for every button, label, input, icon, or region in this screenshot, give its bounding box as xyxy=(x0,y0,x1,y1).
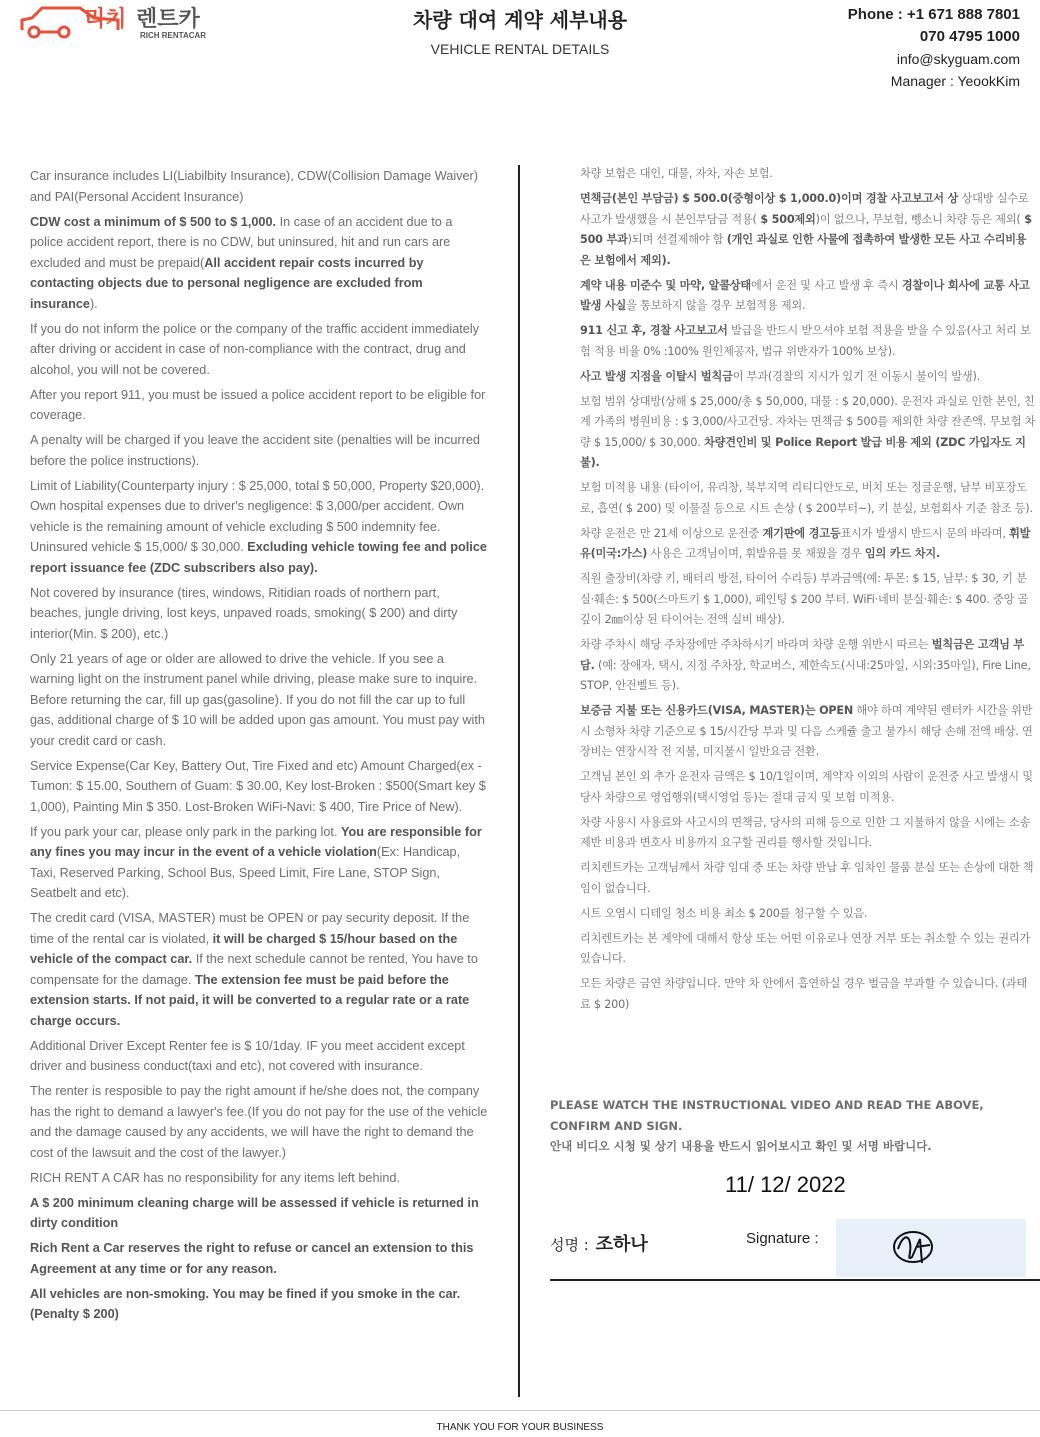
term-ko-paragraph xyxy=(580,392,1036,474)
bold-text: 사고 발생 지점을 이탈시 벌칙금 xyxy=(580,369,733,383)
bold-text: Excluding vehicle towing fee and police report issuance fee (ZDC subscribers also pay). xyxy=(30,540,487,575)
text: (Ex: Handicap, Taxi, Reserved Parking, School Bus, Speed Limit, Fire Lane, STOP Sign, Seatbelt and etc). xyxy=(30,845,461,900)
bold-text: $ 500 부과 xyxy=(580,212,1032,246)
text: 차량 주차시 해당 주차장에만 주차하시기 바라며 차량 운행 위반시 따르는 xyxy=(580,638,932,651)
term-en-paragraph xyxy=(30,1284,488,1325)
manager-name: Manager : YeookKim xyxy=(890,73,1020,89)
term-ko-paragraph xyxy=(580,813,1036,854)
text: 이 부과(경찰의 지시가 있기 전 이동시 불이익 발생). xyxy=(732,369,981,383)
bold-text: it will be charged $ 15/hour based on the vehicle of the compact car. xyxy=(30,931,458,966)
text: 직원 출장비(차량 키, 배터리 방전, 타이어 수리등) 부과금액(예: 투몬: $ 15, 남부: $ 30, 키 분실·훼손: $ 500(스마트키 $ 1,000), 페인팅 $ 200 부터. WiFi·네비 분실·훼손: $ 400. 중앙 골 깊이 2㎜이상 된 타이어는 전액 실비 배상). xyxy=(580,572,1029,626)
logo-en: RICH RENTACAR xyxy=(140,31,207,40)
term-en-paragraph xyxy=(30,1168,488,1189)
text: If the next schedule cannot be rented, You have to compensate for the damage. xyxy=(30,952,478,987)
text: Only 21 years of age or older are allowed to drive the vehicle. If you see a warning light on the instrument panel while driving, please make sure to inquire. Before returning the car, fill up gas(gasoline). If you do not fill the car up to full gas, additional charge of $ 10 will be added upon gas amount. You must pay with your credit card or cash. xyxy=(30,651,485,748)
text: 리치렌트카는 본 계약에 대해서 항상 또는 어떤 이유로나 연장 거부 또는 취소할 수 있는 권리가 있습니다. xyxy=(580,931,1031,965)
term-ko-paragraph xyxy=(580,701,1036,763)
text: )이 없으나, 무보험, 뺑소니 차량 등은 제외( xyxy=(815,212,1021,226)
signature-label: Signature : xyxy=(746,1230,819,1247)
text: If you park your car, please only park in the parking lot. xyxy=(30,824,342,839)
footer-text: THANK YOU FOR YOUR BUSINESS xyxy=(436,1422,604,1433)
logo-ko-part1: 리치 xyxy=(84,7,127,32)
term-ko-paragraph xyxy=(580,904,1036,925)
text: The credit card (VISA, MASTER) must be OPEN or pay security deposit. If the time of the rental car is violated, xyxy=(30,911,470,946)
name-label: 성명 : xyxy=(550,1236,589,1254)
text: 차량 보험은 대인, 대물, 자차, 자손 보험. xyxy=(580,167,773,180)
bold-text: 계기판에 경고등 xyxy=(762,526,841,540)
company-logo xyxy=(18,0,228,42)
contract-date: 11/ 12/ 2022 xyxy=(725,1172,846,1197)
email-address: info@skyguam.com xyxy=(896,51,1020,67)
footer-divider xyxy=(0,1410,1040,1411)
contact-info xyxy=(848,4,1020,92)
handwritten-signature xyxy=(836,1219,1026,1277)
term-en-paragraph xyxy=(30,319,488,381)
term-en-paragraph xyxy=(30,1036,488,1077)
bold-text: CDW cost a minimum of $ 500 to $ 1,000. xyxy=(30,214,277,229)
bold-text: A $ 200 minimum cleaning charge will be assessed if vehicle is returned in dirty condition xyxy=(30,1195,479,1230)
term-en-paragraph xyxy=(30,476,488,579)
term-ko-paragraph xyxy=(580,189,1036,271)
text: 을 통보하지 않을 경우 보험적용 제외. xyxy=(626,299,806,312)
bold-text: 휘발유(미국:가스) xyxy=(580,526,1031,560)
bold-text: 임의 카드 차지. xyxy=(864,547,941,560)
bold-text: All accident repair costs incurred by contacting objects due to personal negligence are excluded from insurance xyxy=(30,255,424,311)
text: RICH RENT A CAR has no responsibility for any items left behind. xyxy=(30,1170,400,1185)
term-ko-paragraph xyxy=(580,478,1036,519)
text: )되며 선결제해야 함 xyxy=(627,233,727,246)
term-ko-paragraph xyxy=(580,635,1036,697)
text: (예: 장애자, 택시, 지정 주차장, 학교버스, 제한속도(시내:25마일, 시외:35마일), Fire Line, STOP, 안전벨트 등). xyxy=(580,658,1031,692)
term-en-paragraph xyxy=(30,822,488,904)
notice-korean: 안내 비디오 시청 및 상기 내용을 반드시 읽어보시고 확인 및 서명 바랍니다. xyxy=(550,1139,932,1153)
term-ko-paragraph xyxy=(580,367,1036,388)
term-ko-paragraph xyxy=(580,767,1036,808)
title-korean: 차량 대여 계약 세부내용 xyxy=(412,8,628,32)
text: 상대방 실수로 사고가 발생했을 시 본인부담금 적용( xyxy=(580,192,1029,226)
term-en-paragraph xyxy=(30,166,488,207)
column-divider xyxy=(518,165,520,1397)
bold-text: $ 500제외 xyxy=(756,212,816,226)
bold-text: 차량견인비 및 Police Report 발급 비용 제외 (ZDC 가입자도 지불). xyxy=(580,435,1026,469)
term-ko-paragraph xyxy=(580,974,1036,1015)
text: 리치렌트카는 고객님께서 차량 임대 중 또는 차량 반납 후 임차인 물품 분실 또는 손상에 대한 책임이 없습니다. xyxy=(580,861,1034,895)
text: If you do not inform the police or the company of the traffic accident immediately after driving or accident in case of non-compliance with the contract, drug and alcohol, you will not be covered. xyxy=(30,321,479,377)
text: In case of an accident due to a police accident report, there is no CDW, but uninsured, hit and run cars are excluded and must be prepaid( xyxy=(30,214,453,270)
logo-ko-part2: 렌트카 xyxy=(136,7,200,32)
text: The renter is resposible to pay the right amount if he/she does not, the company has the right to demand a lawyer's fee.(If you do not pay for the use of the vehicle and the damage caused by any accidents, we will have the right to demand the cost of the lawsuit and the cost of the lawyer.) xyxy=(30,1084,488,1160)
bold-text: 계약 내용 미준수 및 마약, 알콜상태 xyxy=(580,278,752,292)
terms-korean-column xyxy=(580,164,1036,1020)
term-ko-paragraph xyxy=(580,524,1036,565)
text: 에서 운전 및 사고 발생 후 즉시 xyxy=(751,278,902,292)
phone-number: Phone : +1 671 888 7801 xyxy=(847,6,1020,23)
phone-number-secondary: 070 4795 1000 xyxy=(919,28,1020,45)
term-en-paragraph xyxy=(30,1238,488,1279)
signature-line xyxy=(550,1279,1040,1281)
term-ko-paragraph xyxy=(580,929,1036,970)
term-en-paragraph xyxy=(30,212,488,315)
text: 발급을 반드시 받으셔야 보험 적용을 받을 수 있음(사고 처리 보험 적용 비율 0% :100% 원인제공자, 법규 위반자가 100% 보상). xyxy=(580,324,1031,358)
term-ko-paragraph xyxy=(580,164,1036,185)
text: After you report 911, you must be issued a police accident report to be eligible for coverage. xyxy=(30,387,486,422)
text: 차량 운전은 만 21세 이상으로 운전중 xyxy=(580,526,763,540)
term-en-paragraph xyxy=(30,385,488,426)
term-ko-paragraph xyxy=(580,858,1036,899)
text: 보험 범위 상대방(상해 $ 25,000/총 $ 50,000, 대물 : $ 20,000). 운전자 과실로 인한 본인, 친계 가족의 병원비용 : $ 3,000/사고건당. 자차는 면책금 $ 500를 제외한 차량 잔존액. 무보험 차량 $ 15,000/ $ 30,000. xyxy=(580,394,1036,449)
confirmation-notice xyxy=(550,1095,990,1157)
text: 해야 하며 계약된 렌터카 시간을 위반시 소형차 차량 기준으로 $ 15/시간당 부과 및 다음 스케쥴 출고 불가시 해당 손해 전액 배상. 연장비는 연장시작 전 지불, 미지불시 일반요금 전환. xyxy=(580,704,1033,758)
document-title xyxy=(330,4,710,57)
signature-box[interactable] xyxy=(836,1219,1026,1277)
text: 시트 오염시 디테일 청소 비용 최소 $ 200를 청구할 수 있음. xyxy=(580,906,868,920)
bold-text: Rich Rent a Car reserves the right to refuse or cancel an extension to this Agreement at any time or for any reason. xyxy=(30,1241,474,1276)
bold-text: You are responsible for any fines you may incur in the event of a vehicle violation xyxy=(30,824,482,859)
renter-name: 조하나 xyxy=(595,1234,648,1255)
text: 보험 미적용 내용 (타이어, 유리창, 북부지역 리티디안도로, 비치 또는 정글운행, 남부 비포장도로, 흡연( $ 200) 및 이물질 등으로 시트 손상 ( $ 200부터~), 키 분실, 보험회사 기준 참조 등). xyxy=(580,481,1033,515)
term-en-paragraph xyxy=(30,649,488,752)
text: Additional Driver Except Renter fee is $ 10/1day. IF you meet accident except driver and business conduct(taxi and etc), not covered with insurance. xyxy=(30,1038,465,1073)
term-en-paragraph xyxy=(30,583,488,645)
terms-english-column xyxy=(30,166,488,1329)
term-en-paragraph xyxy=(30,430,488,471)
text: 사용은 고객님이며, 휘발유를 못 채웠을 경우 xyxy=(647,547,865,560)
bold-text: 벌칙금은 고객님 부담. xyxy=(580,638,1025,672)
car-logo-icon xyxy=(18,0,228,42)
text: Not covered by insurance (tires, windows, Ritidian roads of northern part, beaches, jungle driving, lost keys, unpaved roads, smoking( $ 200) and dirty interior(Min. $ 200), etc.) xyxy=(30,585,458,641)
term-en-paragraph xyxy=(30,756,488,818)
name-field xyxy=(550,1230,648,1256)
bold-text: 경찰이나 회사에 교통 사고 발생 사실 xyxy=(580,278,1030,312)
bold-text: (개인 과실로 인한 사물에 접촉하여 발생한 모든 사고 수리비용은 보험에서 제외). xyxy=(580,233,1027,267)
term-en-paragraph xyxy=(30,908,488,1031)
title-english: VEHICLE RENTAL DETAILS xyxy=(430,41,610,57)
text: ). xyxy=(89,296,98,311)
bold-text: The extension fee must be paid before the extension starts. If not paid, it will be converted to a regular rate or a rate charge occurs. xyxy=(30,972,470,1028)
bold-text: 면책금(본인 부담금) $ 500.0(중형이상 $ 1,000.0)이며 경찰 사고보고서 상 xyxy=(580,192,959,205)
bold-text: All vehicles are non-smoking. You may be fined if you smoke in the car. (Penalty $ 200) xyxy=(30,1286,461,1321)
term-ko-paragraph xyxy=(580,569,1036,631)
bold-text: 911 신고 후, 경찰 사고보고서 xyxy=(580,324,728,337)
text: 표시가 발생시 반드시 문의 바라며, xyxy=(840,526,1010,540)
text: Limit of Liability(Counterparty injury : $ 25,000, total $ 50,000, Property $20,000). Own hospital expenses due to driver's negligence: $ 3,000/per accident. Own vehicle is the remaining amount of vehicle excluding $ 500 indemnity fee. Uninsured vehicle $ 15,000/ $ 30,000. xyxy=(30,478,485,554)
term-ko-paragraph xyxy=(580,276,1036,317)
text: 차량 사용시 사용료와 사고시의 면책금, 당사의 피해 등으로 인한 그 지불하지 않을 시에는 소송제반 비용과 변호사 비용까지 요구할 권리를 행사할 것입니다. xyxy=(580,815,1031,849)
text: Car insurance includes LI(Liabilbity Insurance), CDW(Collision Damage Waiver) and PAI(Personal Accident Insurance) xyxy=(30,169,478,204)
text: 모든 차량은 금연 차량입니다. 만약 차 안에서 흡연하실 경우 벌금을 부과할 수 있습니다. (과태료 $ 200) xyxy=(580,977,1027,1011)
term-ko-paragraph xyxy=(580,321,1036,362)
bold-text: 보증금 지불 또는 신용카드(VISA, MASTER)는 OPEN xyxy=(580,704,854,717)
term-en-paragraph xyxy=(30,1193,488,1234)
notice-english: PLEASE WATCH THE INSTRUCTIONAL VIDEO AND READ THE ABOVE, CONFIRM AND SIGN. xyxy=(550,1098,984,1133)
text: Service Expense(Car Key, Battery Out, Tire Fixed and etc) Amount Charged(ex - Tumon: $ 15.00, Southern of Guam: $ 30.00, Key lost-Broken : $500(Smart key $ 1,000), Painting Min $ 350. Lost-Broken WiFi-Navi: $ 400, Tire Price of New). xyxy=(30,758,486,814)
term-en-paragraph xyxy=(30,1081,488,1163)
text: A penalty will be charged if you leave the accident site (penalties will be incurred before the police instructions). xyxy=(30,433,480,468)
text: 고객님 본인 외 추가 운전자 금액은 $ 10/1일이며, 계약자 이외의 사람이 운전중 사고 발생시 및 당사 차량으로 영업행위(택시영업 등)는 절대 금지 및 보험 미적용. xyxy=(580,770,1033,804)
